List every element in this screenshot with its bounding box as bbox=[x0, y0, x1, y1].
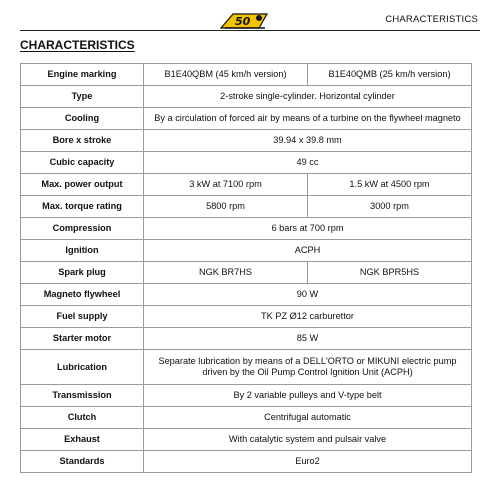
row-value: 85 W bbox=[144, 328, 472, 350]
table-row bbox=[21, 262, 472, 284]
table-row bbox=[21, 451, 472, 473]
table-row bbox=[21, 350, 472, 385]
page-title: CHARACTERISTICS bbox=[20, 38, 135, 52]
row-value: 1.5 kW at 4500 rpm bbox=[308, 174, 472, 196]
header-divider bbox=[20, 30, 480, 31]
row-label: Engine marking bbox=[21, 64, 144, 86]
row-label: Ignition bbox=[21, 240, 144, 262]
row-value: TK PZ Ø12 carburettor bbox=[144, 306, 472, 328]
table-row bbox=[21, 385, 472, 407]
row-label: Type bbox=[21, 86, 144, 108]
table-row bbox=[21, 86, 472, 108]
brand-logo bbox=[219, 8, 271, 32]
row-value: 6 bars at 700 rpm bbox=[144, 218, 472, 240]
row-value bbox=[144, 350, 472, 385]
row-label: Spark plug bbox=[21, 262, 144, 284]
row-label: Cubic capacity bbox=[21, 152, 144, 174]
row-value: Centrifugal automatic bbox=[144, 407, 472, 429]
table-row bbox=[21, 429, 472, 451]
table-row bbox=[21, 152, 472, 174]
table-row bbox=[21, 240, 472, 262]
row-label: Cooling bbox=[21, 108, 144, 130]
row-label: Compression bbox=[21, 218, 144, 240]
row-label: Transmission bbox=[21, 385, 144, 407]
row-value: Euro2 bbox=[144, 451, 472, 473]
table-row bbox=[21, 407, 472, 429]
row-label: Magneto flywheel bbox=[21, 284, 144, 306]
row-label: Bore x stroke bbox=[21, 130, 144, 152]
table-row bbox=[21, 108, 472, 130]
row-value: NGK BPR5HS bbox=[308, 262, 472, 284]
table-row bbox=[21, 306, 472, 328]
table-row bbox=[21, 328, 472, 350]
table-row bbox=[21, 196, 472, 218]
row-label: Lubrication bbox=[21, 350, 144, 385]
characteristics-table bbox=[20, 63, 472, 473]
table-row bbox=[21, 218, 472, 240]
row-value: ACPH bbox=[144, 240, 472, 262]
row-value: B1E40QBM (45 km/h version) bbox=[144, 64, 308, 86]
row-value: 5800 rpm bbox=[144, 196, 308, 218]
row-value: By 2 variable pulleys and V-type belt bbox=[144, 385, 472, 407]
section-title: CHARACTERISTICS bbox=[385, 14, 478, 25]
table-row bbox=[21, 284, 472, 306]
logo-text: 50 bbox=[235, 15, 251, 28]
row-value: 3 kW at 7100 rpm bbox=[144, 174, 308, 196]
row-value: 2-stroke single-cylinder. Horizontal cylinder bbox=[144, 86, 472, 108]
row-label: Clutch bbox=[21, 407, 144, 429]
row-label: Fuel supply bbox=[21, 306, 144, 328]
table-row bbox=[21, 64, 472, 86]
row-label: Starter motor bbox=[21, 328, 144, 350]
row-value: With catalytic system and pulsair valve bbox=[144, 429, 472, 451]
row-label: Max. torque rating bbox=[21, 196, 144, 218]
table-row bbox=[21, 174, 472, 196]
lubrication-line-2: driven by the Oil Pump Control Ignition Unit (ACPH) bbox=[202, 367, 413, 377]
row-value: 90 W bbox=[144, 284, 472, 306]
row-label: Standards bbox=[21, 451, 144, 473]
lubrication-line-1: Separate lubrication by means of a DELL'ORTO or MIKUNI electric pump bbox=[158, 356, 457, 366]
row-value: NGK BR7HS bbox=[144, 262, 308, 284]
row-value: 49 cc bbox=[144, 152, 472, 174]
row-value: 39.94 x 39.8 mm bbox=[144, 130, 472, 152]
row-label: Max. power output bbox=[21, 174, 144, 196]
row-value: By a circulation of forced air by means of a turbine on the flywheel magneto bbox=[144, 108, 472, 130]
row-value: B1E40QMB (25 km/h version) bbox=[308, 64, 472, 86]
row-value: 3000 rpm bbox=[308, 196, 472, 218]
row-label: Exhaust bbox=[21, 429, 144, 451]
table-row bbox=[21, 130, 472, 152]
